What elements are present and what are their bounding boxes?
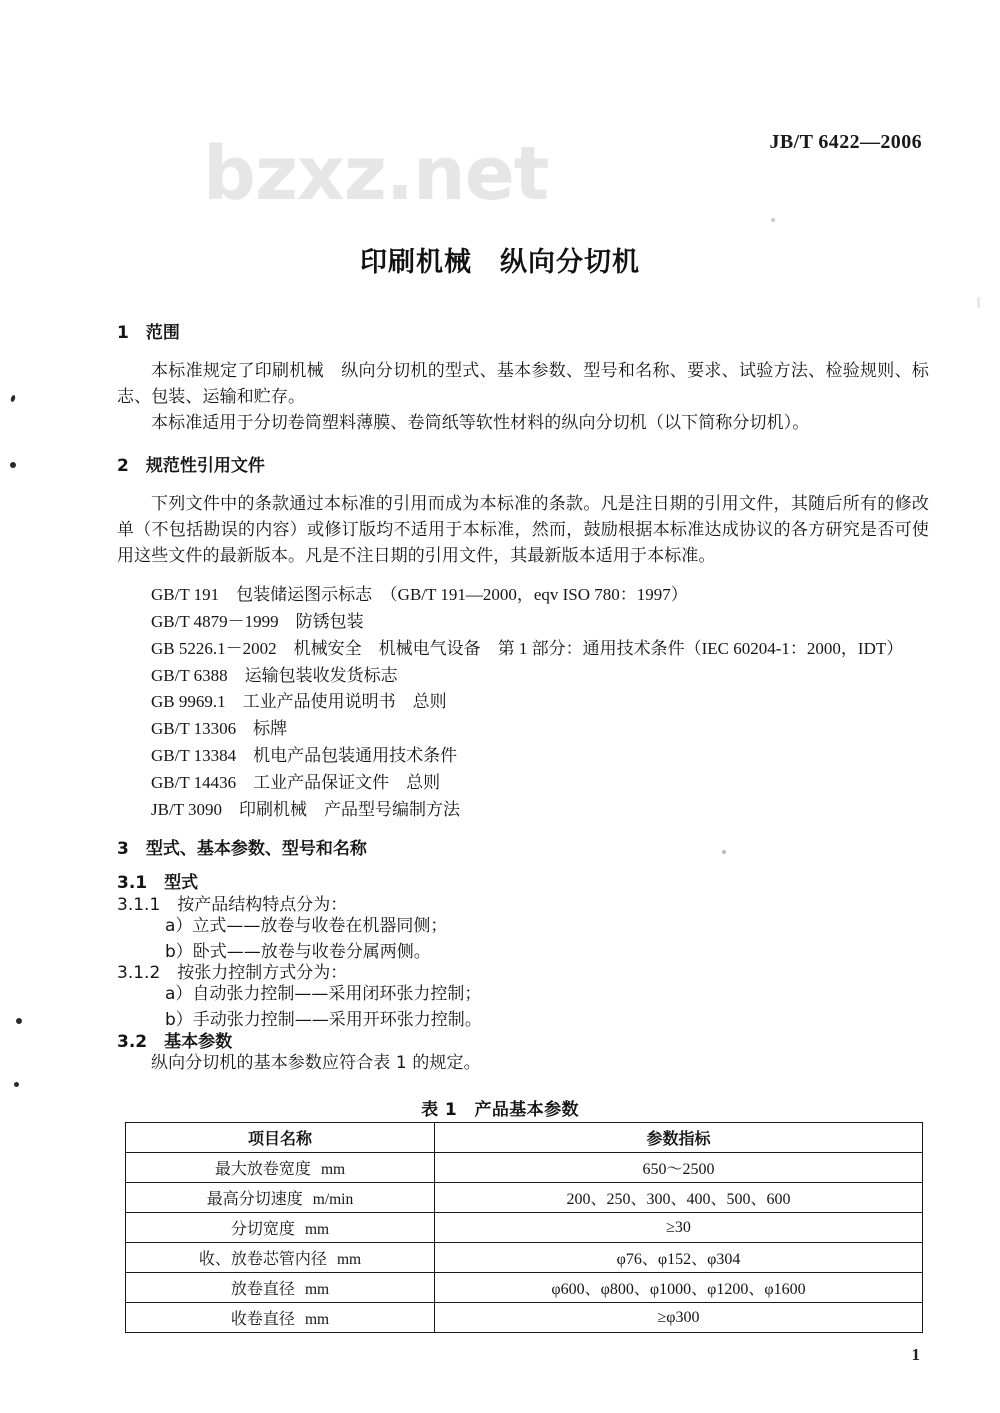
cell-item-name (126, 1273, 435, 1303)
table-body (126, 1153, 923, 1333)
cell-parameter-value: 650～2500 (435, 1153, 923, 1183)
cell-parameter-value: ≥30 (435, 1213, 923, 1243)
section-3-2-heading: 3.2 基本参数 (117, 1032, 233, 1053)
table-row (126, 1153, 923, 1183)
list-item: a）立式——放卷与收卷在机器同侧； (165, 915, 448, 936)
cell-parameter-value: φ600、φ800、φ1000、φ1200、φ1600 (435, 1273, 923, 1303)
watermark: bzxz.net (203, 131, 549, 217)
item-name-label: 最大放卷宽度 (214, 1159, 311, 1178)
cell-item-name (126, 1303, 435, 1333)
item-name-label: 放卷直径 (230, 1279, 295, 1298)
item-unit-label: mm (336, 1251, 362, 1268)
cell-parameter-value: φ76、φ152、φ304 (435, 1243, 923, 1273)
item-unit-label: mm (304, 1311, 330, 1328)
document-body (117, 325, 929, 1077)
cell-item-name (126, 1183, 435, 1213)
page-number: 1 (911, 1345, 920, 1364)
scan-speck (771, 218, 775, 222)
page-title: 印刷机械 纵向分切机 (360, 247, 640, 278)
table-header-row (126, 1123, 923, 1153)
reference-item: GB 9969.1 工业产品使用说明书 总则 (151, 692, 447, 712)
scan-speck (10, 462, 16, 468)
section-1-paragraph-2: 本标准适用于分切卷筒塑料薄膜、卷筒纸等软性材料的纵向分切机（以下简称分切机）。 (151, 412, 810, 433)
item-name-label: 分切宽度 (230, 1219, 295, 1238)
cell-item-name (126, 1243, 435, 1273)
reference-item: JB/T 3090 印刷机械 产品型号编制方法 (151, 799, 461, 819)
reference-item: GB/T 191 包装储运图示标志 （GB/T 191—2000，eqv ISO 780：1997） (151, 584, 688, 604)
cell-parameter-value: 200、250、300、400、500、600 (435, 1183, 923, 1213)
item-name-label: 最高分切速度 (206, 1189, 303, 1208)
column-header-item-name: 项目名称 (126, 1123, 435, 1153)
section-2-paragraph-1: 下列文件中的条款通过本标准的引用而成为本标准的条款。凡是注日期的引用文件，其随后所有的修改单（不包括勘误的内容）或修订版均不适用于本标准，然而，鼓励根据本标准达成协议的各方研究是否可使用这些文件的最新版本。凡是不注日期的引用文件，其最新版本适用于本标准。 (117, 494, 929, 567)
item-unit-label: mm (304, 1221, 330, 1238)
table-row (126, 1273, 923, 1303)
reference-item: GB/T 13306 标牌 (151, 719, 288, 739)
cell-item-name (126, 1213, 435, 1243)
section-3-1-heading: 3.1 型式 (117, 872, 199, 893)
standard-number-header: JB/T 6422—2006 (769, 131, 922, 153)
reference-item: GB/T 6388 运输包装收发货标志 (151, 665, 398, 685)
section-1-paragraph-1: 本标准规定了印刷机械 纵向分切机的型式、基本参数、型号和名称、要求、试验方法、检验规则、标志、包装、运输和贮存。 (117, 361, 929, 407)
list-item: b）卧式——放卷与收卷分属两侧。 (165, 941, 431, 962)
table-row (126, 1303, 923, 1333)
reference-item: GB/T 4879－1999 防锈包装 (151, 611, 364, 631)
table-caption: 表 1 产品基本参数 (421, 1100, 579, 1120)
list-item: a）自动张力控制——采用闭环张力控制； (165, 984, 482, 1005)
scan-speck (14, 1082, 19, 1087)
reference-item: GB/T 13384 机电产品包装通用技术条件 (151, 746, 458, 766)
section-3-heading: 3 型式、基本参数、型号和名称 (117, 838, 367, 859)
section-2-heading: 2 规范性引用文件 (117, 456, 265, 477)
item-unit-label: m/min (312, 1191, 354, 1208)
table-row (126, 1243, 923, 1273)
item-name-label: 收、放卷芯管内径 (198, 1249, 327, 1268)
section-1-heading: 1 范围 (117, 323, 180, 343)
section-3-2-paragraph-1: 纵向分切机的基本参数应符合表 1 的规定。 (151, 1053, 481, 1074)
cell-item-name (126, 1153, 435, 1183)
reference-item: GB 5226.1－2002 机械安全 机械电气设备 第 1 部分：通用技术条件（IEC 60204-1：2000，IDT） (151, 638, 904, 658)
reference-item: GB/T 14436 工业产品保证文件 总则 (151, 772, 441, 792)
scan-speck (16, 1018, 22, 1024)
product-parameters-table (125, 1122, 923, 1333)
column-header-parameter-index: 参数指标 (435, 1123, 923, 1153)
scan-speck (10, 395, 16, 403)
table-row (126, 1213, 923, 1243)
section-3-1-2-heading: 3.1.2 按张力控制方式分为： (117, 963, 348, 984)
scan-speck (977, 297, 980, 308)
item-name-label: 收卷直径 (230, 1309, 295, 1328)
list-item: b）手动张力控制——采用开环张力控制。 (165, 1010, 482, 1031)
section-3-1-1-heading: 3.1.1 按产品结构特点分为： (117, 894, 348, 915)
item-unit-label: mm (304, 1281, 330, 1298)
item-unit-label: mm (320, 1161, 346, 1178)
cell-parameter-value: ≥φ300 (435, 1303, 923, 1333)
table-row (126, 1183, 923, 1213)
